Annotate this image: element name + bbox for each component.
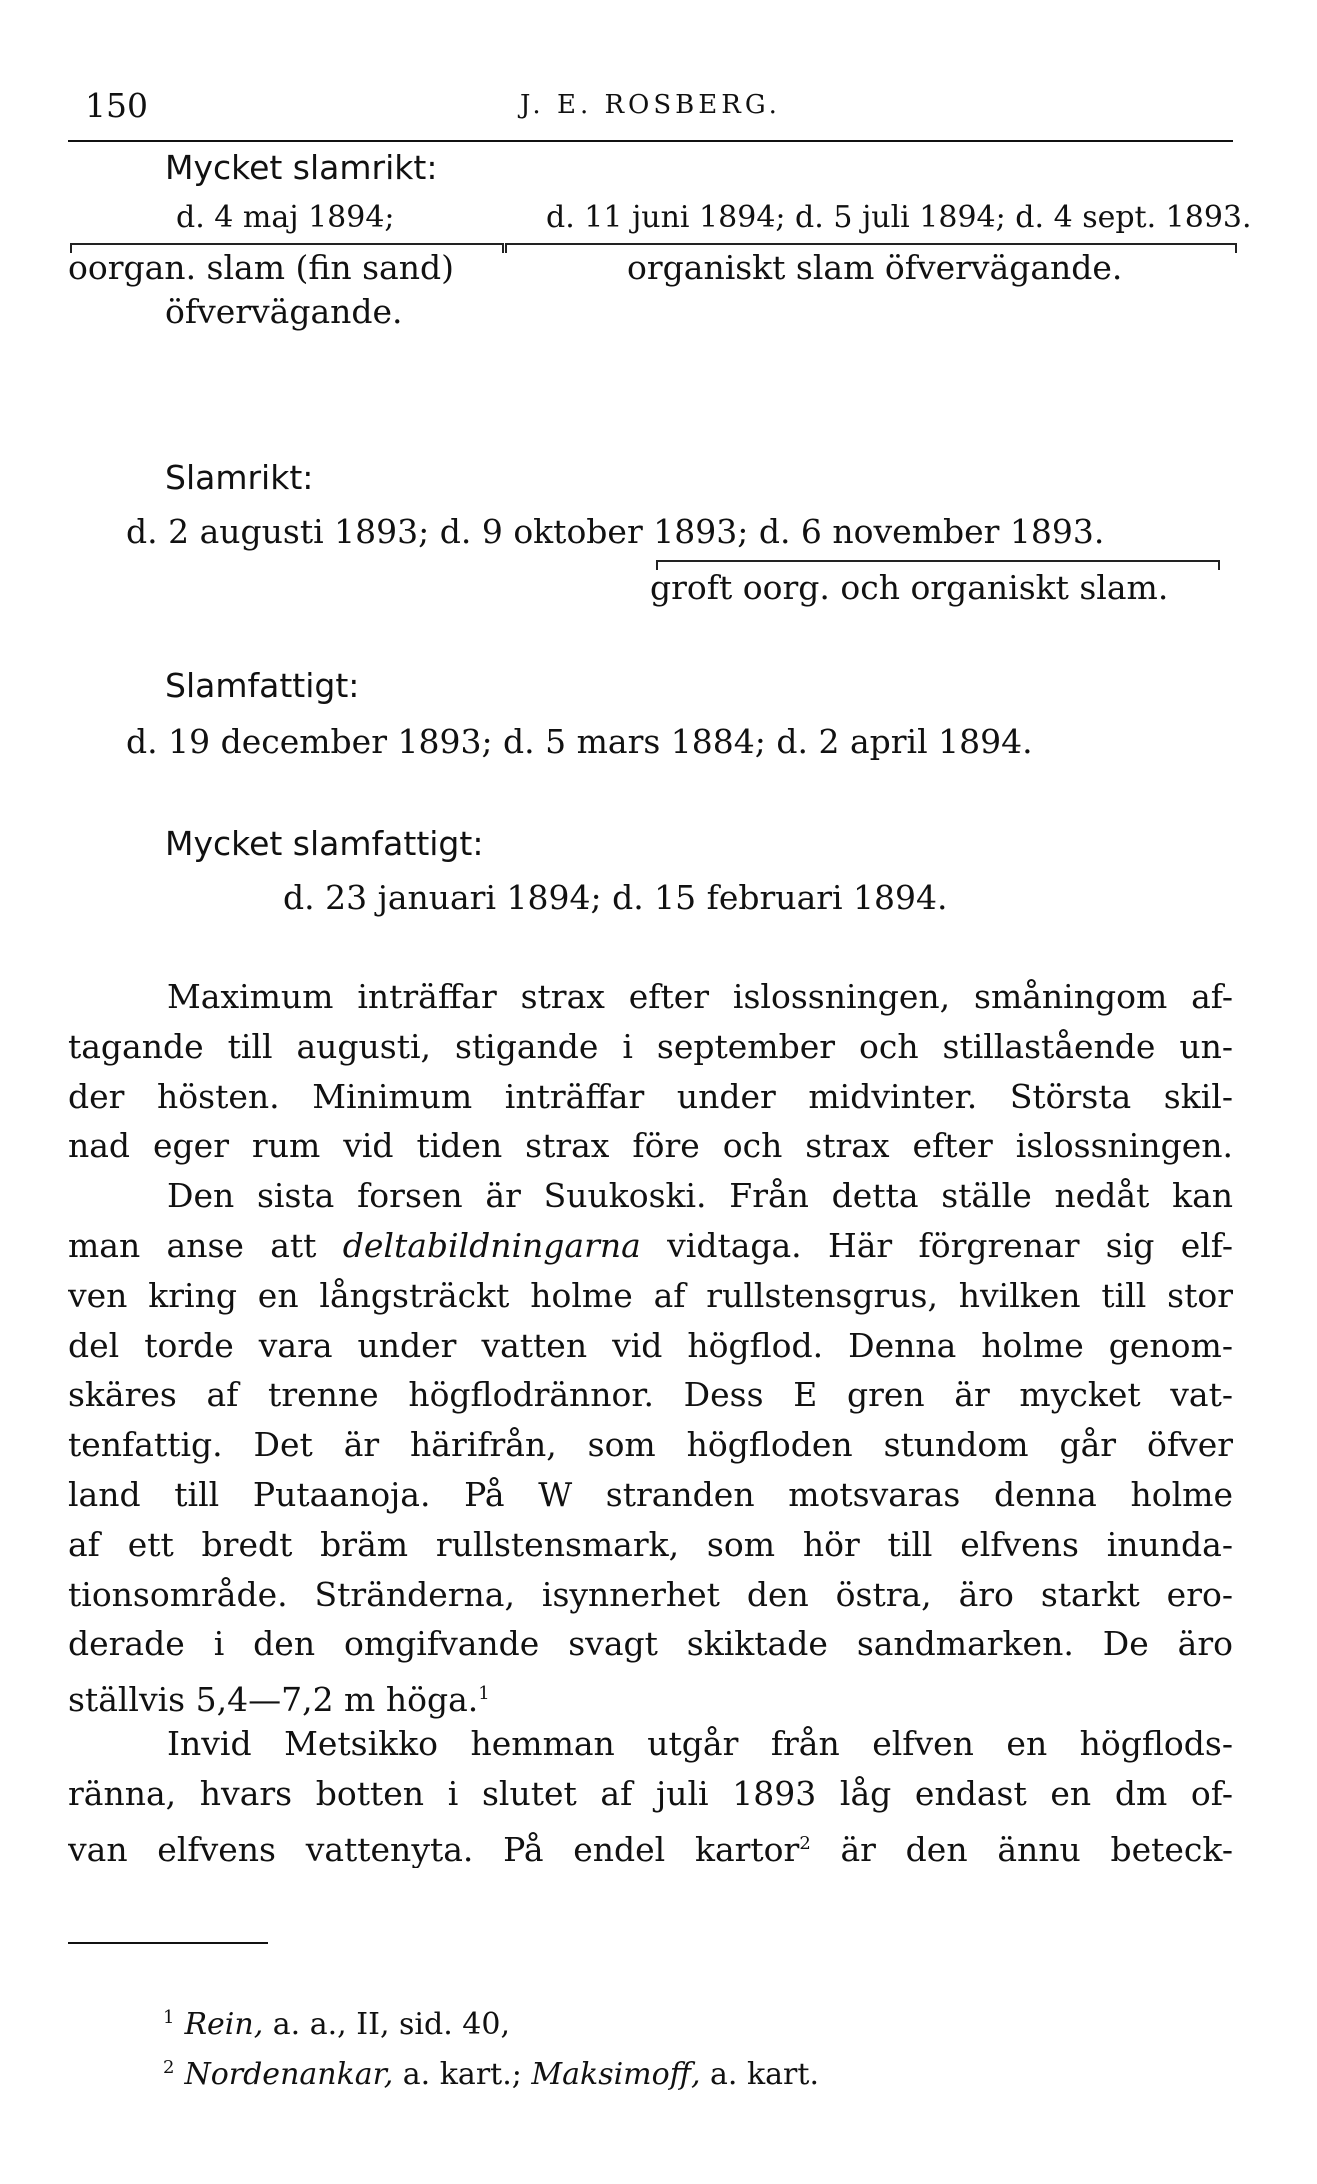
category-poor-label: Slamfattigt: xyxy=(165,666,360,705)
footnote-text: a. kart. xyxy=(710,2057,819,2092)
text-line: tionsområde. Stränderna, isynnerhet den östra, äro starkt ero- xyxy=(68,1574,1233,1614)
text-line: ven kring en långsträckt holme af rullstensgrus, hvilken till stor xyxy=(68,1275,1233,1315)
body-text xyxy=(68,972,1233,1868)
rich-dates: d. 2 augusti 1893; d. 9 oktober 1893; d. 6 november 1893. xyxy=(126,512,1105,551)
text-line: af ett bredt bräm rullstensmark, som hör till elfvens inunda- xyxy=(68,1524,1233,1564)
page-number: 150 xyxy=(85,86,148,125)
text-fragment: man anse att xyxy=(68,1225,317,1265)
category-rich-label: Slamrikt: xyxy=(165,458,314,497)
text-line: tenfattig. Det är härifrån, som högfloden stundom går öfver xyxy=(68,1425,1233,1465)
very-rich-left-note-2: öfvervägande. xyxy=(165,292,403,331)
text-fragment: är den ännu beteck- xyxy=(840,1829,1233,1869)
text-line: Maximum inträffar strax efter islossningen, småningom af- xyxy=(167,977,1233,1016)
text-line xyxy=(68,1819,1233,1869)
very-rich-left-dates: d. 4 maj 1894; xyxy=(176,200,395,235)
very-poor-dates: d. 23 januari 1894; d. 15 februari 1894. xyxy=(283,878,948,917)
text-fragment: van elfvens vattenyta. På endel kartor xyxy=(68,1829,800,1869)
italic-term: deltabildningarna xyxy=(342,1225,641,1265)
text-line xyxy=(68,1669,1233,1719)
rich-note: groft oorg. och organiskt slam. xyxy=(650,568,1169,607)
footnotes xyxy=(163,1993,819,2093)
footnote-mark: 2 xyxy=(163,2057,175,2078)
footnote-author: Rein, xyxy=(184,2007,264,2042)
text-fragment: vidtaga. Här förgrenar sig elf- xyxy=(667,1225,1233,1265)
header-rule xyxy=(68,140,1233,142)
footnote xyxy=(163,1993,819,2043)
text-line: del torde vara under vatten vid högflod. Denna holme genom- xyxy=(68,1325,1233,1365)
text-line: land till Putaanoja. På W stranden motsvaras denna holme xyxy=(68,1474,1233,1514)
footnote-text: a. kart.; xyxy=(402,2057,522,2092)
text-line: tagande till augusti, stigande i september och stillastående un- xyxy=(68,1026,1233,1066)
poor-dates: d. 19 december 1893; d. 5 mars 1884; d. 2 april 1894. xyxy=(126,722,1033,761)
footnote-author: Nordenankar, xyxy=(184,2057,394,2092)
text-line: Invid Metsikko hemman utgår från elfven en högflods- xyxy=(167,1723,1233,1763)
text-line: der hösten. Minimum inträffar under midvinter. Största skil- xyxy=(68,1076,1233,1116)
text-line: nad eger rum vid tiden strax före och strax efter islossningen. xyxy=(68,1126,1233,1166)
category-very-rich-label: Mycket slamrikt: xyxy=(165,148,438,187)
page-header xyxy=(68,86,1233,126)
very-rich-right-note: organiskt slam öfvervägande. xyxy=(627,248,1123,287)
very-rich-left-note-1: oorgan. slam (fin sand) xyxy=(68,248,454,287)
footnote-ref: 1 xyxy=(478,1683,490,1705)
running-head: J. E. ROSBERG. xyxy=(520,90,781,120)
text-fragment: ställvis 5,4—7,2 m höga. xyxy=(68,1680,479,1719)
very-rich-right-dates: d. 11 juni 1894; d. 5 juli 1894; d. 4 sept. 1893. xyxy=(546,200,1252,235)
category-very-poor-label: Mycket slamfattigt: xyxy=(165,824,484,863)
text-line: derade i den omgifvande svagt skiktade sandmarken. De äro xyxy=(68,1624,1233,1664)
footnote-text: a. a., II, sid. 40, xyxy=(272,2007,510,2042)
footnote-rule xyxy=(68,1942,268,1944)
text-line: Den sista forsen är Suukoski. Från detta ställe nedåt kan xyxy=(167,1176,1233,1216)
text-line xyxy=(68,1221,1233,1271)
footnote-author: Maksimoff, xyxy=(531,2057,701,2092)
footnote xyxy=(163,2043,819,2093)
text-line: skäres af trenne högflodrännor. Dess E gren är mycket vat- xyxy=(68,1375,1233,1415)
footnote-ref: 2 xyxy=(799,1832,811,1854)
text-line: ränna, hvars botten i slutet af juli 1893 låg endast en dm of- xyxy=(68,1773,1233,1813)
footnote-mark: 1 xyxy=(163,2007,175,2028)
